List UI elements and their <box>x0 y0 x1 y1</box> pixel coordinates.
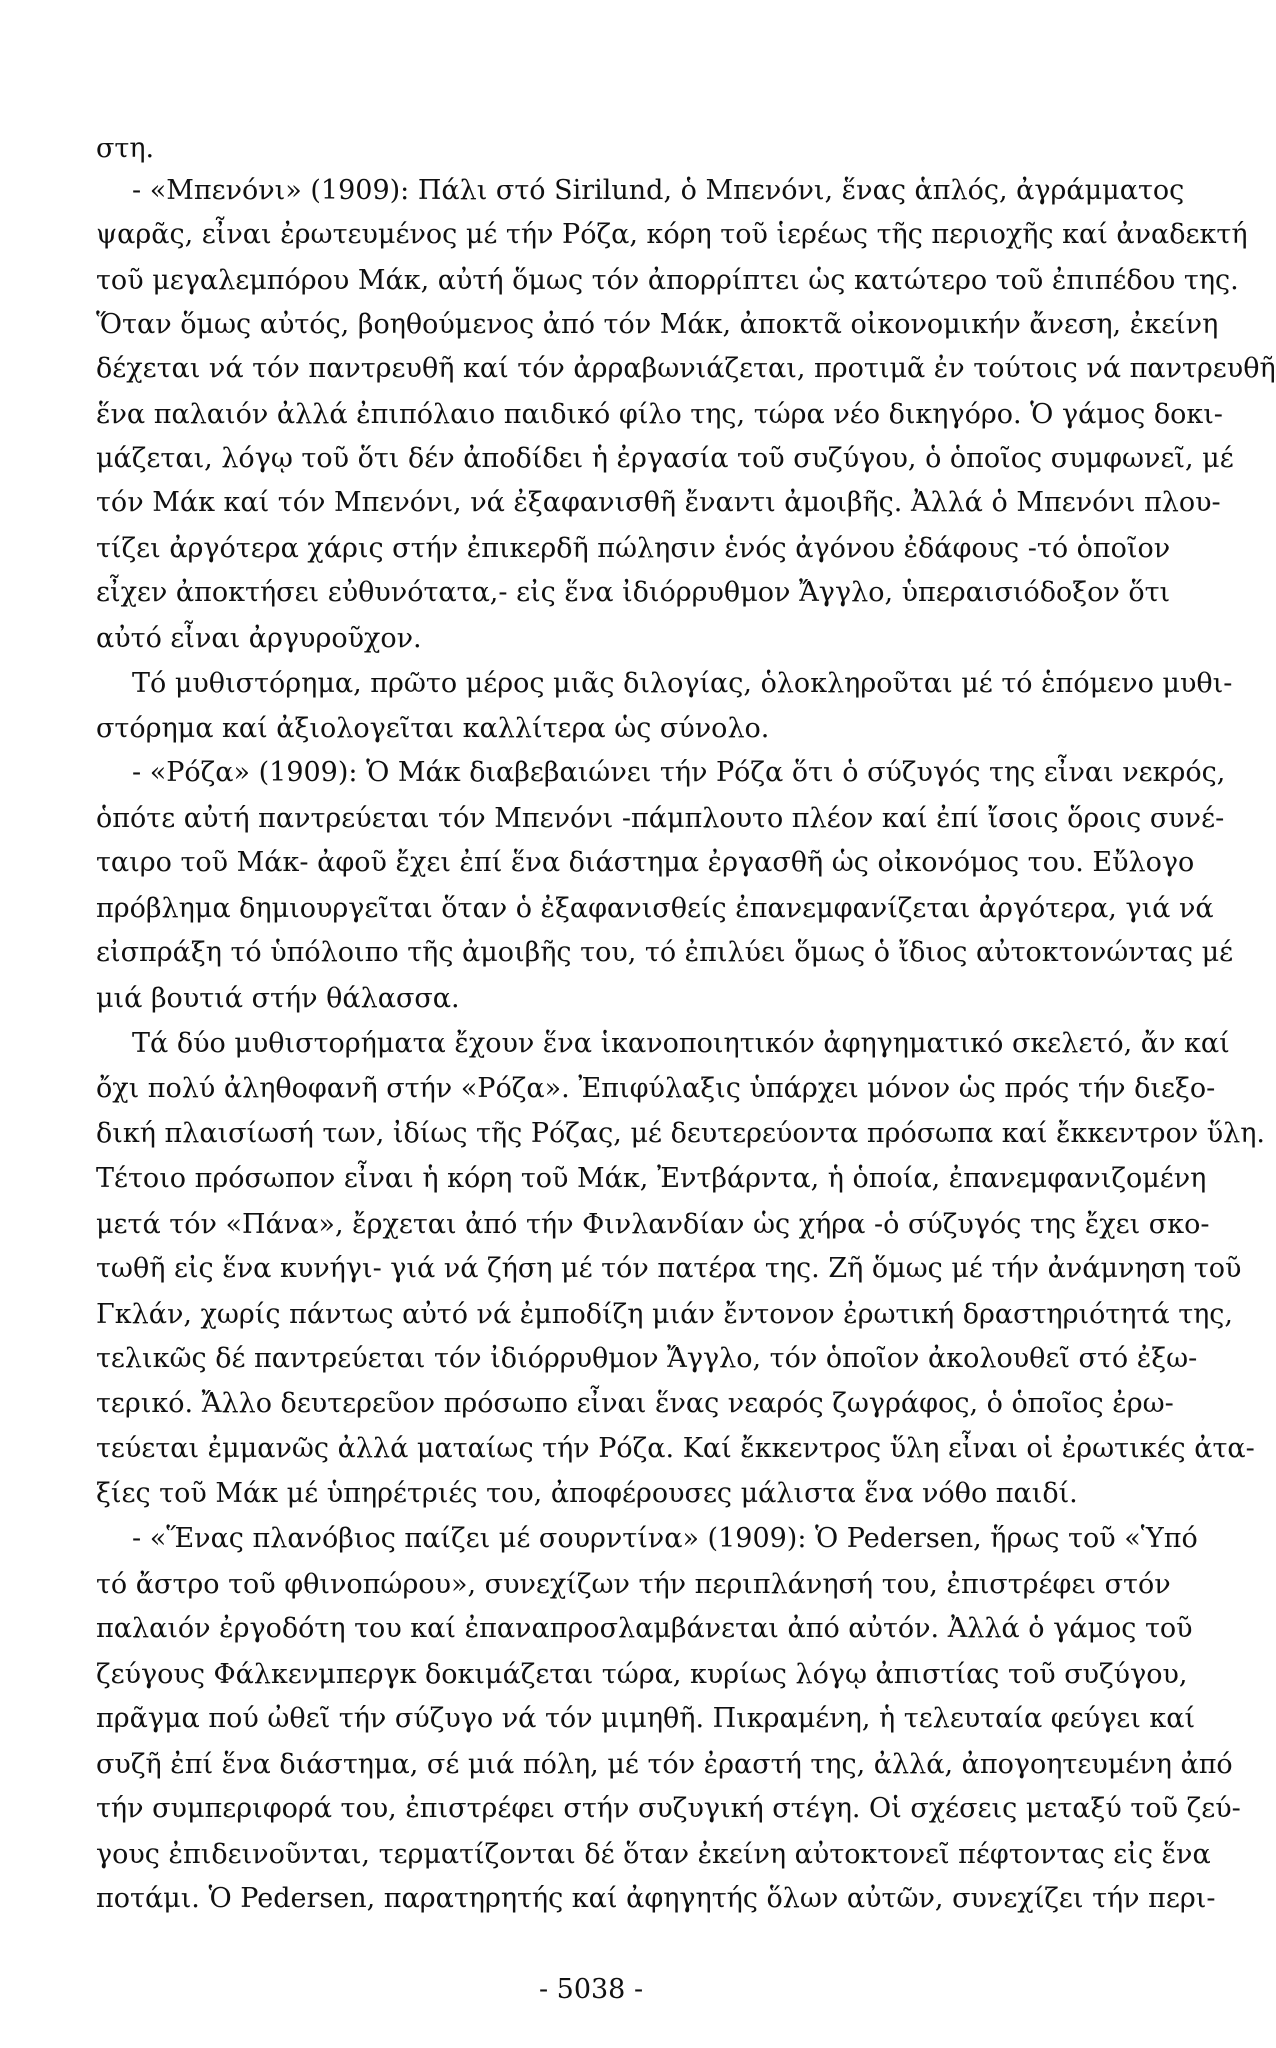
text-line: ποτάμι. Ὁ Pedersen, παρατηρητής καί ἀφηγητής ὅλων αὐτῶν, συνεχίζει τήν περι- <box>96 1883 1216 1914</box>
text-line: ὄχι πολύ ἀληθοφανῆ στήν «Ρόζα». Ἐπιφύλαξις ὑπάρχει μόνον ὡς πρός τήν διεξο- <box>96 1073 1216 1104</box>
text-line: μάζεται, λόγῳ τοῦ ὅτι δέν ἀποδίδει ἡ ἐργασία τοῦ συζύγου, ὁ ὁποῖος συμφωνεῖ, μέ <box>96 443 1234 474</box>
text-line: τελικῶς δέ παντρεύεται τόν ἰδιόρρυθμον Ἄγγλο, τόν ὁποῖον ἀκολουθεῖ στό ἐξω- <box>96 1343 1198 1374</box>
text-line: ψαρᾶς, εἶναι ἐρωτευμένος μέ τήν Ρόζα, κόρη τοῦ ἱερέως τῆς περιοχῆς καί ἀναδεκτή <box>96 219 1248 250</box>
text-line: πρόβλημα δημιουργεῖται ὅταν ὁ ἐξαφανισθείς ἐπανεμφανίζεται ἀργότερα, γιά νά <box>96 893 1214 924</box>
text-line: τήν συμπεριφορά του, ἐπιστρέφει στήν συζυγική στέγη. Οἱ σχέσεις μεταξύ τοῦ ζεύ- <box>96 1793 1241 1824</box>
text-line: τερικό. Ἄλλο δευτερεῦον πρόσωπο εἶναι ἕνας νεαρός ζωγράφος, ὁ ὁποῖος ἐρω- <box>96 1388 1174 1419</box>
text-line: Τέτοιο πρόσωπον εἶναι ἡ κόρη τοῦ Μάκ, Ἐντβάρντα, ἡ ὁποία, ἐπανεμφανιζομένη <box>96 1163 1207 1194</box>
text-line: ταιρο τοῦ Μάκ- ἀφοῦ ἔχει ἐπί ἕνα διάστημα ἐργασθῆ ὡς οἰκονόμος του. Εὔλογο <box>96 847 1195 878</box>
text-line: - «Μπενόνι» (1909): Πάλι στό Sirilund, ὁ Μπενόνι, ἕνας ἁπλός, ἀγράμματος <box>132 175 1185 206</box>
text-line: - «Ἕνας πλανόβιος παίζει μέ σουρντίνα» (1909): Ὁ Pedersen, ἥρως τοῦ «Ὑπό <box>132 1523 1198 1554</box>
text-line: ζεύγους Φάλκενμπεργκ δοκιμάζεται τώρα, κυρίως λόγῳ ἀπιστίας τοῦ συζύγου, <box>96 1659 1188 1690</box>
text-line: Τό μυθιστόρημα, πρῶτο μέρος μιᾶς διλογίας, ὁλοκληροῦται μέ τό ἑπόμενο μυθι- <box>132 668 1233 699</box>
page-number: - 5038 - <box>538 1974 644 2005</box>
text-line: - «Ρόζα» (1909): Ὁ Μάκ διαβεβαιώνει τήν Ρόζα ὅτι ὁ σύζυγός της εἶναι νεκρός, <box>132 757 1226 788</box>
text-line: δική πλαισίωσή των, ἰδίως τῆς Ρόζας, μέ δευτερεύοντα πρόσωπα καί ἔκκεντρον ὕλη. <box>96 1118 1265 1149</box>
text-line: δέχεται νά τόν παντρευθῆ καί τόν ἀρραβωνιάζεται, προτιμᾶ ἐν τούτοις νά παντρευθῆ <box>96 353 1276 384</box>
text-line: ξίες τοῦ Μάκ μέ ὑπηρέτριές του, ἀποφέρουσες μάλιστα ἕνα νόθο παιδί. <box>96 1478 1078 1509</box>
text-line: τεύεται ἐμμανῶς ἀλλά ματαίως τήν Ρόζα. Καί ἔκκεντρος ὕλη εἶναι οἱ ἐρωτικές ἀτα- <box>96 1433 1255 1464</box>
text-line: ἕνα παλαιόν ἀλλά ἐπιπόλαιο παιδικό φίλο της, τώρα νέο δικηγόρο. Ὁ γάμος δοκι- <box>96 399 1223 430</box>
document-page <box>96 128 1276 2008</box>
text-line: στη. <box>96 133 155 164</box>
text-line: τωθῆ εἰς ἕνα κυνήγι- γιά νά ζήση μέ τόν πατέρα της. Ζῆ ὅμως μέ τήν ἀνάμνηση τοῦ <box>96 1253 1242 1284</box>
text-line: τό ἄστρο τοῦ φθινοπώρου», συνεχίζων τήν περιπλάνησή του, ἐπιστρέφει στόν <box>96 1569 1171 1600</box>
text-line: παλαιόν ἐργοδότη του καί ἐπαναπροσλαμβάνεται ἀπό αὐτόν. Ἀλλά ὁ γάμος τοῦ <box>96 1613 1193 1644</box>
text-line: αὐτό εἶναι ἀργυροῦχον. <box>96 623 422 654</box>
text-line: εἶχεν ἀποκτήσει εὐθυνότατα,- εἰς ἕνα ἰδιόρρυθμον Ἄγγλο, ὑπεραισιόδοξον ὅτι <box>96 577 1171 608</box>
text-line: γους ἐπιδεινοῦνται, τερματίζονται δέ ὅταν ἐκείνη αὐτοκτονεῖ πέφτοντας εἰς ἕνα <box>96 1839 1211 1870</box>
text-line: τόν Μάκ καί τόν Μπενόνι, νά ἐξαφανισθῆ ἔναντι ἀμοιβῆς. Ἀλλά ὁ Μπενόνι πλου- <box>96 487 1221 518</box>
text-line: στόρημα καί ἀξιολογεῖται καλλίτερα ὡς σύνολο. <box>96 713 770 744</box>
text-line: μιά βουτιά στήν θάλασσα. <box>96 983 460 1014</box>
text-line: πρᾶγμα πού ὠθεῖ τήν σύζυγο νά τόν μιμηθῆ. Πικραμένη, ἡ τελευταία φεύγει καί <box>96 1703 1196 1734</box>
text-line: ὁπότε αὐτή παντρεύεται τόν Μπενόνι -πάμπλουτο πλέον καί ἐπί ἴσοις ὅροις συνέ- <box>96 803 1225 834</box>
text-line: εἰσπράξη τό ὑπόλοιπο τῆς ἀμοιβῆς του, τό ἐπιλύει ὅμως ὁ ἴδιος αὐτοκτονώντας μέ <box>96 937 1234 968</box>
text-line: Τά δύο μυθιστορήματα ἔχουν ἕνα ἱκανοποιητικόν ἀφηγηματικό σκελετό, ἄν καί <box>132 1028 1230 1059</box>
text-line: τίζει ἀργότερα χάρις στήν ἐπικερδῆ πώλησιν ἑνός ἀγόνου ἐδάφους -τό ὁποῖον <box>96 533 1171 564</box>
text-line: Γκλάν, χωρίς πάντως αὐτό νά ἐμποδίζη μιάν ἔντονον ἐρωτική δραστηριότητά της, <box>96 1299 1234 1330</box>
text-line: τοῦ μεγαλεμπόρου Μάκ, αὐτή ὅμως τόν ἀπορρίπτει ὡς κατώτερο τοῦ ἐπιπέδου της. <box>96 265 1239 296</box>
text-line: μετά τόν «Πάνα», ἔρχεται ἀπό τήν Φινλανδίαν ὡς χήρα -ὁ σύζυγός της ἔχει σκο- <box>96 1209 1210 1240</box>
text-line: συζῆ ἐπί ἕνα διάστημα, σέ μιά πόλη, μέ τόν ἐραστή της, ἀλλά, ἀπογοητευμένη ἀπό <box>96 1749 1233 1780</box>
text-line: Ὅταν ὅμως αὐτός, βοηθούμενος ἀπό τόν Μάκ, ἀποκτᾶ οἰκονομικήν ἄνεση, ἐκείνη <box>96 309 1219 340</box>
